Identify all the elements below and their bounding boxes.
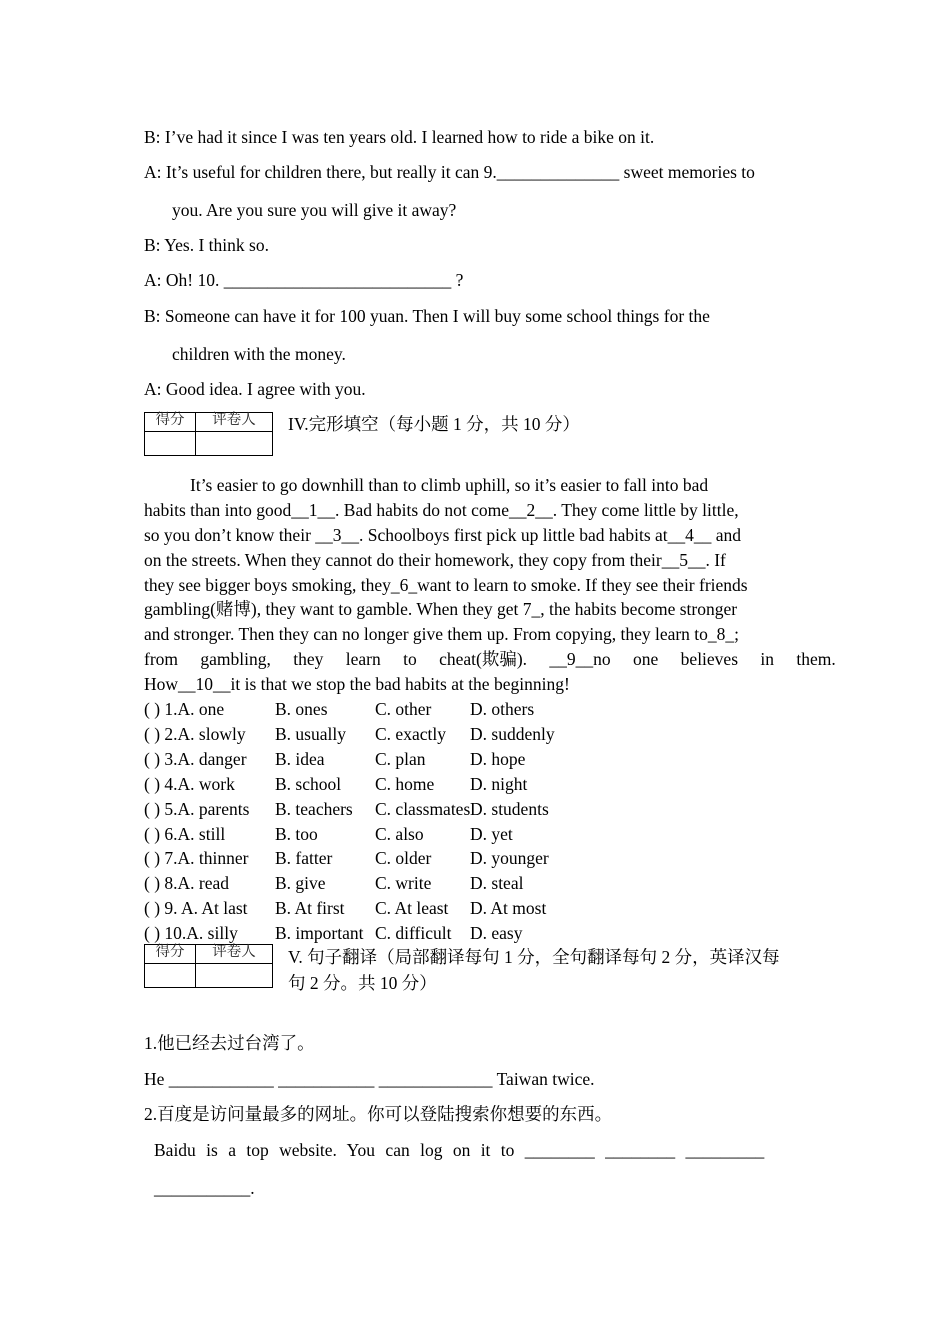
question-number[interactable]: ( ) 1.A. one — [144, 699, 225, 719]
passage-line: so you don’t know their __3__. Schoolboys first pick up little bad habits at__4__ and — [144, 524, 742, 545]
option-d: D. yet — [470, 823, 513, 844]
dialogue-line: A: It’s useful for children there, but really it can 9.______________ sweet memories to — [144, 162, 755, 182]
question-number[interactable]: ( ) 6.A. still — [144, 823, 226, 844]
option-c: C. home — [375, 773, 435, 794]
option-c: C. plan — [375, 748, 426, 769]
option-c: C. write — [375, 873, 432, 894]
translation-item: 2.百度是访问量最多的网址。你可以登陆搜索你想要的东西。 — [144, 1104, 613, 1124]
option-d: D. hope — [470, 748, 526, 769]
cloze-passage — [144, 473, 836, 697]
option-b: B. give — [275, 873, 326, 894]
grader-cell[interactable] — [196, 964, 273, 988]
score-label: 得分 — [145, 413, 196, 432]
score-cell[interactable] — [145, 964, 196, 988]
translation-answer[interactable]: Baidu is a top website. You can log on it to ________ ________ _________ — [154, 1140, 765, 1160]
question-number[interactable]: ( ) 7.A. thinner — [144, 848, 249, 869]
option-d: D. easy — [470, 923, 523, 944]
question-number[interactable]: ( ) 2.A. slowly — [144, 723, 246, 744]
option-b: B. school — [275, 773, 342, 794]
dialogue-line: B: Someone can have it for 100 yuan. Then I will buy some school things for the — [144, 306, 710, 326]
option-d: D. younger — [470, 848, 549, 869]
option-d: D. steal — [470, 873, 524, 894]
score-label: 得分 — [145, 945, 196, 964]
option-b: B. fatter — [275, 848, 333, 869]
option-d: D. students — [470, 798, 549, 819]
grader-label: 评卷人 — [196, 945, 273, 964]
option-b: B. usually — [275, 723, 346, 744]
passage-line: on the streets. When they cannot do their homework, they copy from their__5__. If — [144, 549, 726, 570]
translation-answer[interactable]: He ____________ ___________ _____________ Taiwan twice. — [144, 1069, 595, 1089]
passage-line: How__10__it is that we stop the bad habits at the beginning! — [144, 674, 570, 695]
option-c: C. difficult — [375, 923, 452, 944]
option-c: C. also — [375, 823, 424, 844]
option-d: D. others — [470, 699, 535, 719]
option-b: B. idea — [275, 748, 325, 769]
question-number[interactable]: ( ) 5.A. parents — [144, 798, 250, 819]
score-box — [144, 412, 273, 456]
dialogue-line: A: Oh! 10. __________________________ ? — [144, 270, 464, 290]
option-b: B. ones — [275, 699, 328, 719]
option-d: D. night — [470, 773, 528, 794]
option-b: B. At first — [275, 898, 345, 919]
question-number[interactable]: ( ) 9. A. At last — [144, 898, 248, 919]
passage-line: they see bigger boys smoking, they_6_want to learn to smoke. If they see their friends — [144, 574, 748, 595]
option-b: B. too — [275, 823, 318, 844]
passage-line: from gambling, they learn to cheat(欺骗). __9__no one believes in them. — [144, 649, 836, 670]
dialogue-line: B: I’ve had it since I was ten years old. I learned how to ride a bike on it. — [144, 127, 655, 147]
option-b: B. important — [275, 923, 364, 944]
question-number[interactable]: ( ) 4.A. work — [144, 773, 235, 794]
option-c: C. other — [375, 699, 432, 719]
dialogue-line: you. Are you sure you will give it away? — [172, 200, 457, 220]
passage-line: and stronger. Then they can no longer give them up. From copying, they learn to_8_; — [144, 624, 740, 645]
question-number[interactable]: ( ) 8.A. read — [144, 873, 230, 894]
score-box — [144, 944, 273, 988]
option-c: C. At least — [375, 898, 449, 919]
section-title: V. 句子翻译（局部翻译每句 1 分，全句翻译每句 2 分，英译汉每 — [288, 947, 780, 967]
grader-cell[interactable] — [196, 432, 273, 456]
passage-line: habits than into good__1__. Bad habits do not come__2__. They come little by little, — [144, 499, 739, 520]
option-c: C. classmates — [375, 798, 471, 819]
option-c: C. exactly — [375, 723, 446, 744]
passage-line: gambling(赌博), they want to gamble. When they get 7_, the habits become stronger — [144, 599, 738, 620]
translation-answer[interactable]: ___________. — [154, 1178, 255, 1198]
section-title: IV.完形填空（每小题 1 分，共 10 分） — [288, 414, 580, 434]
passage-line: It’s easier to go downhill than to climb uphill, so it’s easier to fall into bad — [190, 475, 709, 495]
dialogue-line: children with the money. — [172, 344, 346, 364]
section-title: 句 2 分。共 10 分） — [288, 973, 437, 993]
question-number[interactable]: ( ) 10.A. silly — [144, 923, 238, 944]
question-number[interactable]: ( ) 3.A. danger — [144, 748, 247, 769]
option-d: D. suddenly — [470, 723, 555, 744]
translation-item: 1.他已经去过台湾了。 — [144, 1033, 315, 1053]
option-d: D. At most — [470, 898, 547, 919]
dialogue-line: B: Yes. I think so. — [144, 235, 269, 255]
score-cell[interactable] — [145, 432, 196, 456]
dialogue-line: A: Good idea. I agree with you. — [144, 379, 366, 399]
grader-label: 评卷人 — [196, 413, 273, 432]
option-b: B. teachers — [275, 798, 353, 819]
option-c: C. older — [375, 848, 432, 869]
